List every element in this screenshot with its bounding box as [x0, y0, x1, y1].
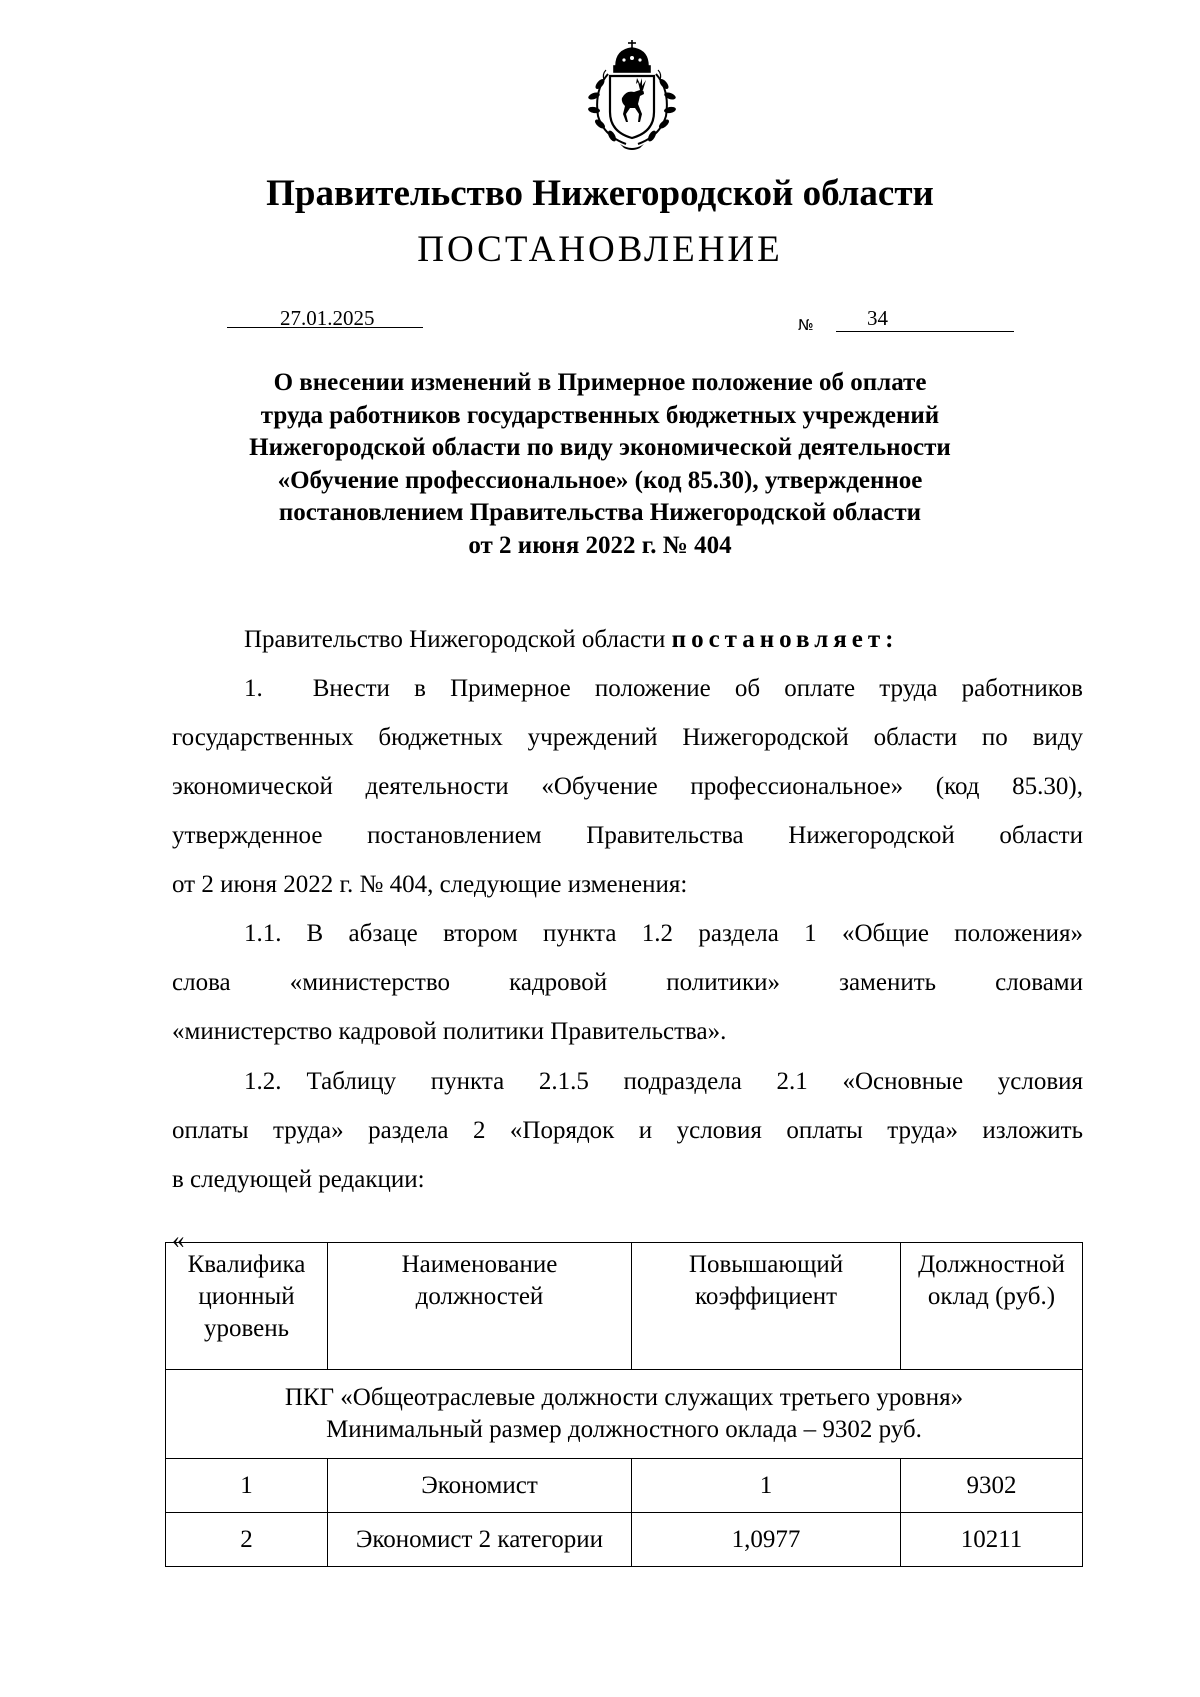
paragraph-line: 1.1. В абзаце втором пункта 1.2 раздела 1 «Общие положения» — [244, 920, 1083, 947]
title-line: Нижегородской области по виду экономической деятельности — [249, 434, 951, 461]
header-cell-salary: Должностной оклад (руб.) — [901, 1243, 1083, 1370]
paragraph-line: от 2 июня 2022 г. № 404, следующие изменения: — [172, 871, 688, 898]
title-line: постановлением Правительства Нижегородской области — [278, 499, 922, 526]
paragraph-1-1 — [172, 909, 1083, 1056]
paragraph-line: 1. Внести в Примерное положение об оплате труда работников — [244, 675, 1083, 702]
paragraph-1 — [172, 664, 1083, 909]
title-line: труда работников государственных бюджетных учреждений — [260, 401, 940, 429]
title-line: О внесении изменений в Примерное положение об оплате — [273, 369, 927, 396]
document-number: 34 — [867, 306, 888, 330]
table-header-row — [166, 1243, 1083, 1370]
table-row — [166, 1513, 1083, 1567]
cell-salary: 10211 — [901, 1513, 1083, 1567]
header-cell-coefficient: Повышающий коэффициент — [632, 1243, 901, 1370]
salary-table — [165, 1242, 1083, 1567]
table-row — [166, 1459, 1083, 1513]
number-sign: № — [798, 316, 814, 334]
paragraph-line: экономической деятельности «Обучение профессиональное» (код 85.30), — [172, 773, 1083, 800]
paragraph-1-2 — [172, 1057, 1083, 1204]
date-underline — [227, 327, 423, 328]
document-title — [150, 367, 1050, 562]
paragraph-line: 1.2. Таблицу пункта 2.1.5 подраздела 2.1 «Основные условия — [244, 1068, 1083, 1095]
document-date: 27.01.2025 — [280, 306, 375, 330]
cell-position: Экономист — [328, 1459, 632, 1513]
paragraph-line: «министерство кадровой политики Правительства». — [172, 1018, 727, 1045]
preamble — [172, 615, 1083, 664]
cell-level: 2 — [166, 1513, 328, 1567]
cell-coefficient: 1 — [632, 1459, 901, 1513]
header-cell-level: Квалифика ционный уровень — [166, 1243, 328, 1370]
preamble-text: Правительство Нижегородской области — [244, 626, 666, 653]
cell-position: Экономист 2 категории — [328, 1513, 632, 1567]
paragraph-line: в следующей редакции: — [172, 1166, 425, 1193]
nizhny-novgorod-coat-of-arms-icon — [580, 40, 684, 152]
paragraph-line: оплаты труда» раздела 2 «Порядок и условия оплаты труда» изложить — [172, 1117, 1083, 1144]
preamble-decree: постановляет: — [671, 626, 899, 653]
cell-coefficient: 1,0977 — [632, 1513, 901, 1567]
document-type: ПОСТАНОВЛЕНИЕ — [417, 229, 783, 270]
open-quote: « — [172, 1227, 185, 1254]
government-name: Правительство Нижегородской области — [266, 173, 934, 214]
title-line: «Обучение профессиональное» (код 85.30), утвержденное — [277, 466, 923, 494]
header-cell-position: Наименование должностей — [328, 1243, 632, 1370]
paragraph-line: утвержденное постановлением Правительства Нижегородской области — [172, 822, 1083, 849]
group-cell: ПКГ «Общеотраслевые должности служащих третьего уровня» Минимальный размер должностного оклада – 9302 руб. — [166, 1370, 1083, 1459]
table-group-row — [166, 1370, 1083, 1459]
cell-level: 1 — [166, 1459, 328, 1513]
cell-salary: 9302 — [901, 1459, 1083, 1513]
number-underline — [836, 331, 1014, 332]
paragraph-line: государственных бюджетных учреждений Нижегородской области по виду — [172, 724, 1083, 751]
paragraph-line: слова «министерство кадровой политики» заменить словами — [172, 969, 1083, 996]
title-line: от 2 июня 2022 г. № 404 — [468, 531, 732, 559]
